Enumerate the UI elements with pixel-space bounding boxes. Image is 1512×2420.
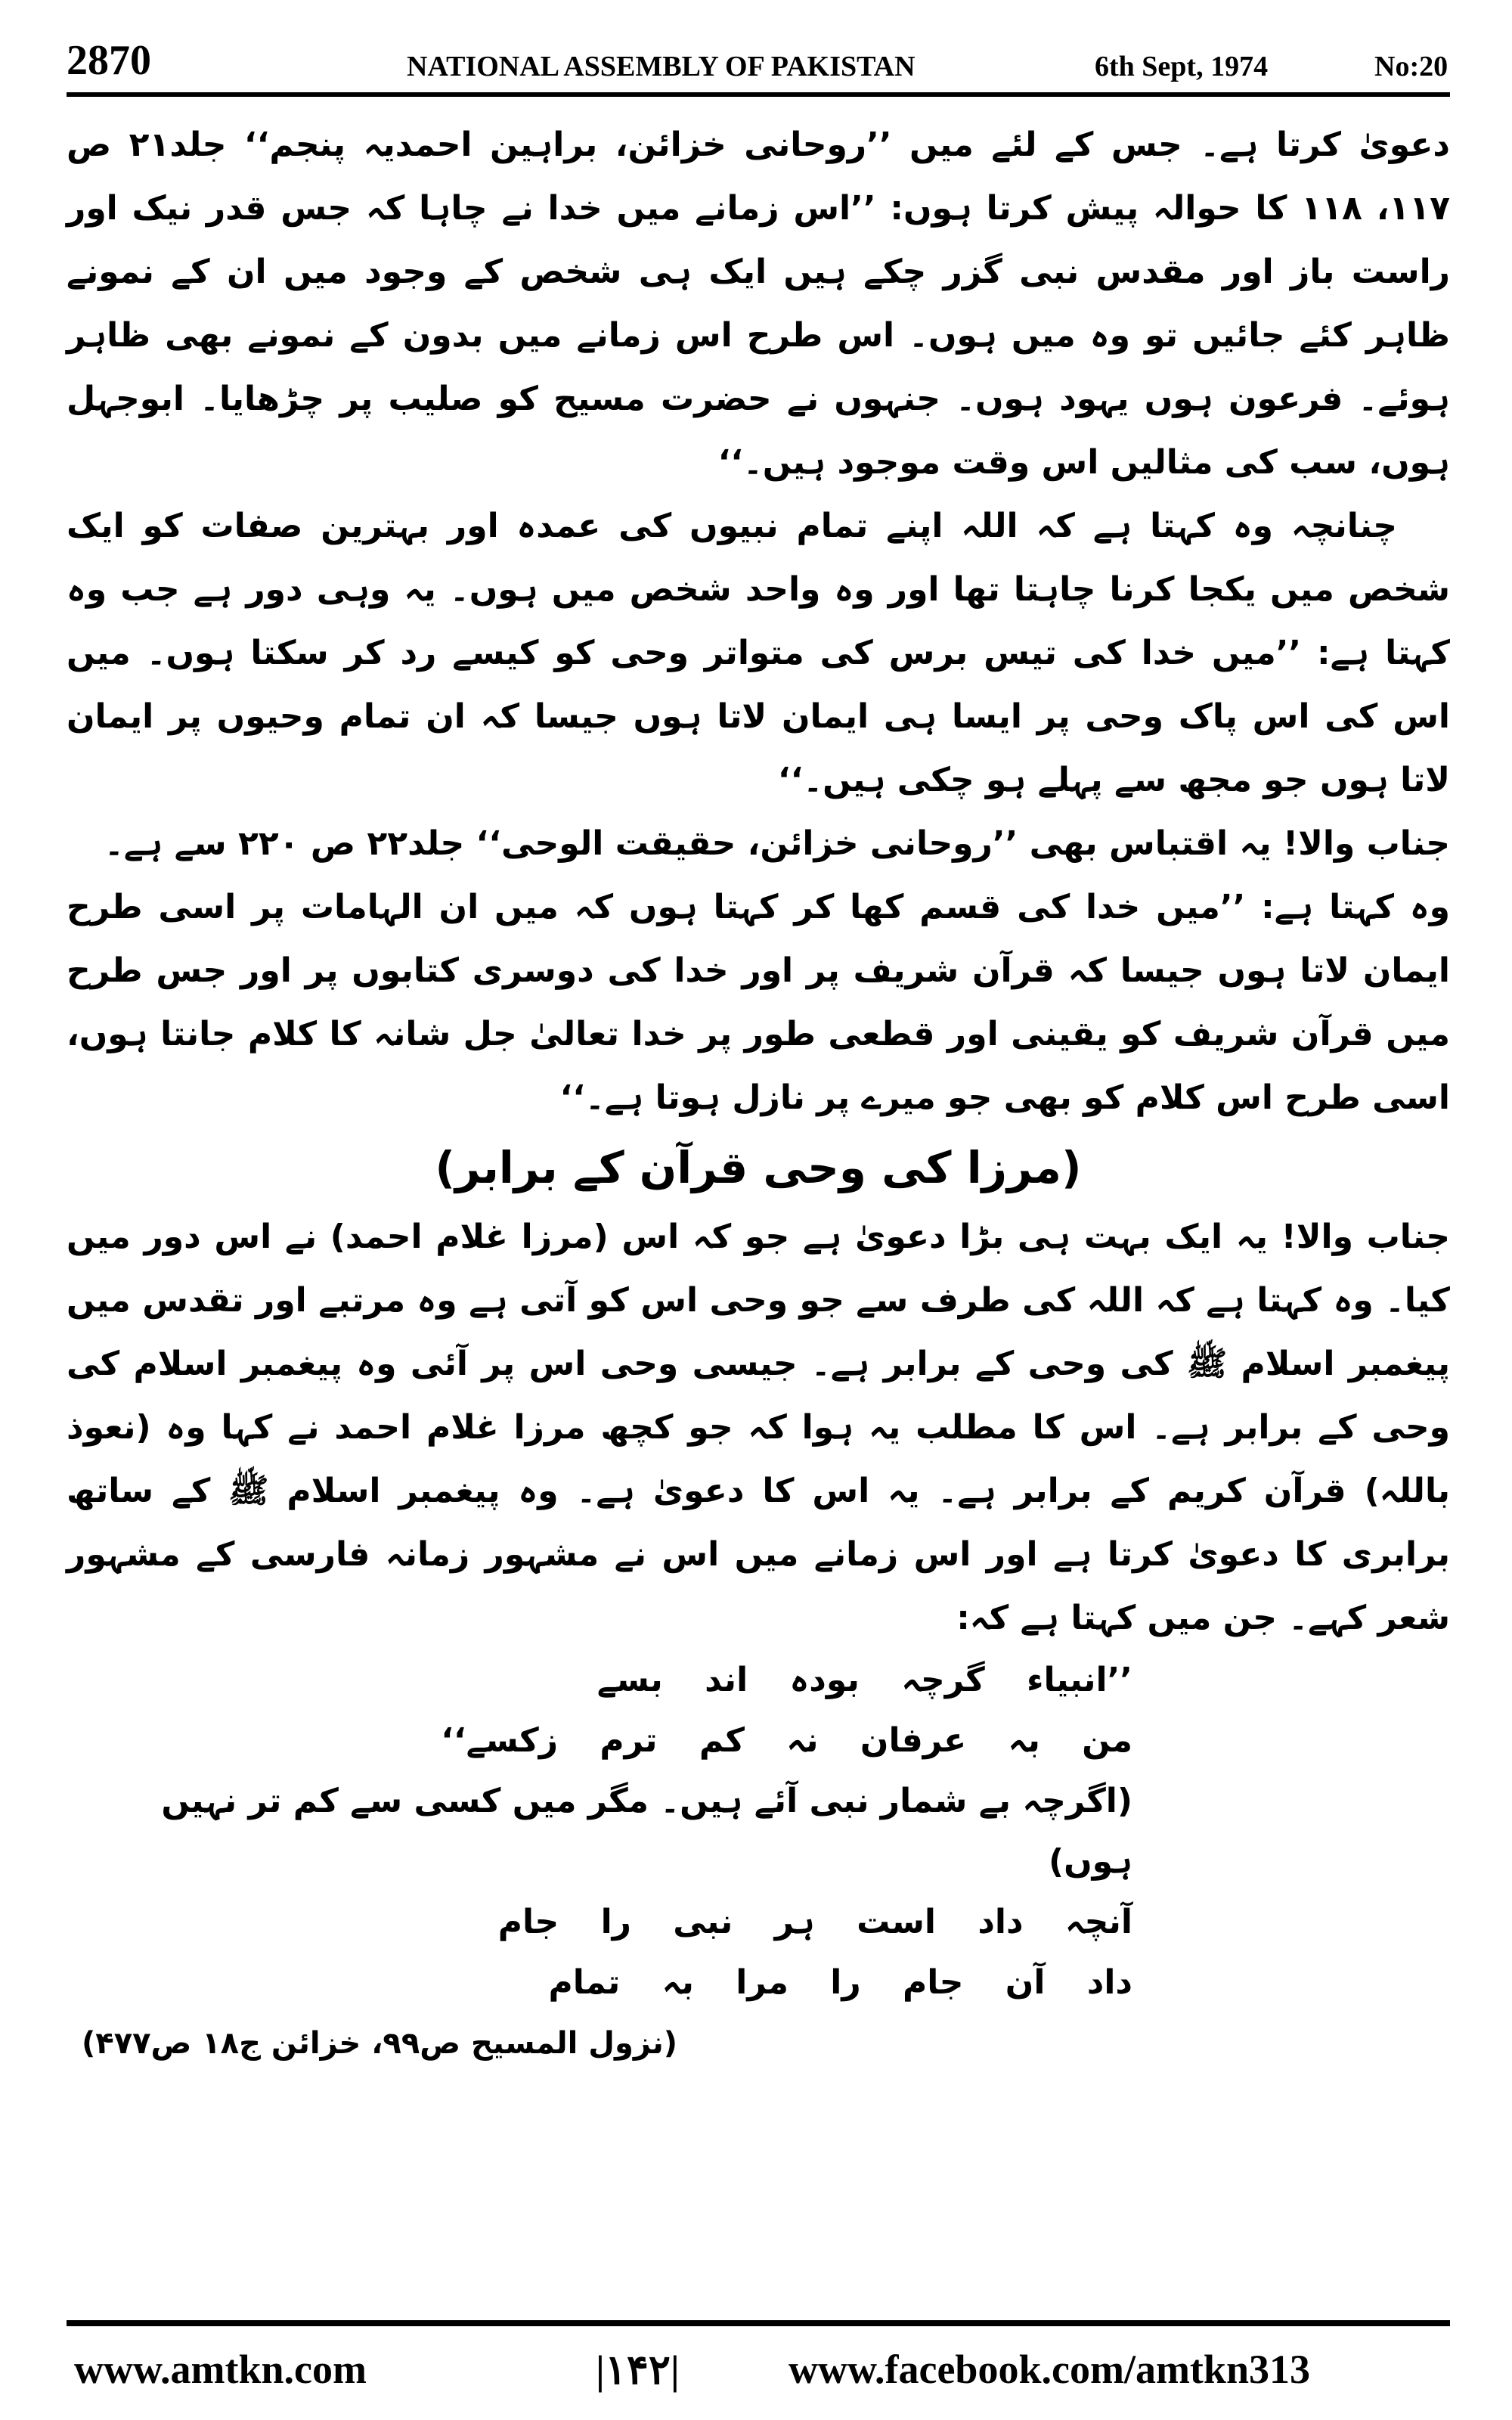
footer-facebook-link[interactable]: www.facebook.com/amtkn313 bbox=[789, 2347, 1310, 2392]
page-header bbox=[67, 30, 1450, 91]
page-footer bbox=[67, 2340, 1450, 2400]
verse-translation: (اگرچہ بے شمار نبی آئے ہیں۔ مگر میں کسی سے کم تر نہیں ہوں) bbox=[161, 1782, 1132, 1881]
verse-citation: (نزول المسیح ص۹۹، خزائن ج۱۸ ص۴۷۷) bbox=[82, 2026, 678, 2061]
page-number: 2870 bbox=[67, 37, 151, 84]
persian-verse bbox=[67, 1650, 1450, 2013]
footer-website-link[interactable]: www.amtkn.com bbox=[74, 2347, 367, 2392]
footer-rule bbox=[67, 2320, 1450, 2326]
paragraph-5: جناب والا! یہ ایک بہت ہی بڑا دعویٰ ہے جو کہ اس (مرزا غلام احمد) نے اس دور میں کیا۔ وہ کہتا ہے کہ اللہ کی طرف سے جو وحی اس کو آتی ہے وہ مرتبے اور تقدس میں پیغمبر اسلام ﷺ کی وحی کے برابر ہے۔ جیسی وحی اس پر آئی وہ پیغمبر اسلام کی وحی کے برابر ہے۔ اس کا مطلب یہ ہوا کہ جو کچھ مرزا غلام احمد نے کہا وہ (نعوذ باللہ) قرآن کریم کے برابر ہے۔ یہ اس کا دعویٰ ہے۔ وہ پیغمبر اسلام ﷺ کے ساتھ برابری کا دعویٰ کرتا ہے اور اس زمانے میں اس نے مشہور زمانہ فارسی کے مشہور شعر کہے۔ جن میں کہتا ہے کہ: bbox=[67, 1218, 1450, 1637]
page-body bbox=[67, 113, 1450, 2074]
paragraph-1: دعویٰ کرتا ہے۔ جس کے لئے میں ’’روحانی خزائن، براہین احمدیہ پنجم‘‘ جلد۲۱ ص ۱۱۷، ۱۱۸ کا حوالہ پیش کرتا ہوں: ’’اس زمانے میں خدا نے چاہا کہ جس قدر نیک اور راست باز اور مقدس نبی گزر چکے ہیں ایک ہی شخص کے وجود میں ان کے نمونے ظاہر کئے جائیں تو وہ میں ہوں۔ اس طرح اس زمانے میں بدون کے نمونے بھی ظاہر ہوئے۔ فرعون ہوں یہود ہوں۔ جنہوں نے حضرت مسیح کو صلیب پر چڑھایا۔ ابوجہل ہوں، سب کی مثالیں اس وقت موجود ہیں۔‘‘ bbox=[67, 126, 1451, 482]
verse-line-4: داد آن جام را مرا بہ تمام bbox=[548, 1963, 1132, 2002]
verse-line-3: آنچہ داد است ہر نبی را جام bbox=[497, 1903, 1132, 1941]
verse-line-2: من بہ عرفان نہ کم ترم زکسے‘‘ bbox=[441, 1721, 1132, 1760]
paragraph-3: جناب والا! یہ اقتباس بھی ’’روحانی خزائن، حقیقت الوحی‘‘ جلد۲۲ ص ۲۲۰ سے ہے۔ bbox=[104, 824, 1450, 863]
section-heading: (مرزا کی وحی قرآن کے برابر) bbox=[435, 1142, 1082, 1193]
footer-page-marker: |۱۴۲| bbox=[596, 2347, 680, 2393]
verse-line-1: ’’انبیاء گرچہ بودہ اند بسے bbox=[596, 1661, 1132, 1699]
paragraph-2: چنانچہ وہ کہتا ہے کہ اللہ اپنے تمام نبیوں کی عمدہ اور بہترین صفات کو ایک شخص میں یکجا کرنا چاہتا تھا اور وہ واحد شخص میں ہوں۔ یہ وہی دور ہے جب وہ کہتا ہے: ’’میں خدا کی تیس برس کی متواتر وحی کو کیسے رد کر سکتا ہوں۔ میں اس کی اس پاک وحی پر ایسا ہی ایمان لاتا ہوں جیسا کہ ان تمام وحیوں پر ایمان لاتا ہوں جو مجھ سے پہلے ہو چکی ہیں۔‘‘ bbox=[67, 507, 1450, 799]
header-issue: No:20 bbox=[1374, 51, 1448, 82]
header-date: 6th Sept, 1974 bbox=[1095, 51, 1269, 82]
paragraph-4: وہ کہتا ہے: ’’میں خدا کی قسم کھا کر کہتا ہوں کہ میں ان الہامات پر اسی طرح ایمان لاتا ہوں جیسا کہ قرآن شریف پر اور خدا کی دوسری کتابوں پر اور جس طرح میں قرآن شریف کو یقینی اور قطعی طور پر خدا تعالیٰ جل شانہ کا کلام جانتا ہوں، اسی طرح اس کلام کو بھی جو میرے پر نازل ہوتا ہے۔‘‘ bbox=[67, 888, 1450, 1117]
header-rule bbox=[67, 92, 1450, 97]
header-title: NATIONAL ASSEMBLY OF PAKISTAN bbox=[407, 51, 916, 82]
